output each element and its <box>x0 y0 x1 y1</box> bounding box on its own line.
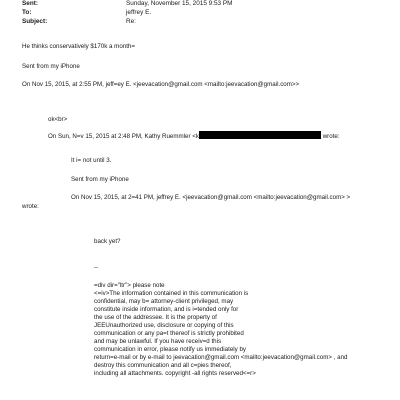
quote-header-wrote: wrote: <box>22 203 39 210</box>
to-value: jeffrey E. <box>126 9 152 16</box>
disclaimer-line: confidential, may b= attorney-client privileged, may <box>94 298 234 305</box>
quote-header <box>48 131 340 140</box>
body-line: Sent from my iPhone <box>71 176 129 183</box>
sent-label: Sent: <box>22 0 38 7</box>
body-line: back yet? <box>94 238 121 245</box>
disclaimer-line: JEEUnauthorized use, disclosure or copying of this <box>94 322 234 329</box>
disclaimer-line: return=e-mail or by e-mail to jeevacation@gmail.com <mailto:jeevacation@gmail.com> , and <box>94 354 348 361</box>
disclaimer-line: =div dir="ltr"> please note <box>94 282 165 289</box>
disclaimer-line: and may be unlawful. If you have receiv=d this <box>94 338 222 345</box>
disclaimer-line: communication or any pa=t thereof is strictly prohibited <box>94 330 244 337</box>
to-label: To: <box>22 9 32 16</box>
body-line: -- <box>94 264 99 271</box>
redaction-bar <box>199 131 321 139</box>
disclaimer-line: <=iv>The information contained in this communication is <box>94 290 249 297</box>
quote-header: On Nov 15, 2015, at 2=41 PM, jeffrey E. <jeevacation@gmail.com <mailto:jeevacation@gmail.com> > <box>71 194 351 201</box>
sent-value: Sunday, November 15, 2015 9:53 PM <box>126 0 233 7</box>
disclaimer-line: communication in error, please notify us immediately by <box>94 346 247 353</box>
disclaimer-line: destroy this communication and all c=pies thereof, <box>94 362 232 369</box>
subject-label: Subject: <box>22 18 48 25</box>
quote-header: On Nov 15, 2015, at 2:55 PM, jeff=ey E. <jeevacation@gmail.com <mailto:jeevacation@gmail.com>> <box>22 81 300 88</box>
body-line: It i= not until 3. <box>71 157 112 164</box>
disclaimer-line: including all attachments. copyright -all rights reserved<=r> <box>94 370 256 377</box>
disclaimer-line: the use of the addressee. It is the property of <box>94 314 217 321</box>
body-line: Sent from my iPhone <box>22 63 80 70</box>
quote-header-text: On Sun, N=v 15, 2015 at 2:48 PM, Kathy Ruemmler <k <box>48 133 199 140</box>
body-line: ok<br> <box>48 116 68 123</box>
disclaimer-line: constitute inside information, and is i=tended only for <box>94 306 239 313</box>
quote-header-wrote: wrote: <box>322 133 340 140</box>
body-line: He thinks conservatively $170k a month= <box>22 43 135 50</box>
subject-value: Re: <box>126 18 136 25</box>
